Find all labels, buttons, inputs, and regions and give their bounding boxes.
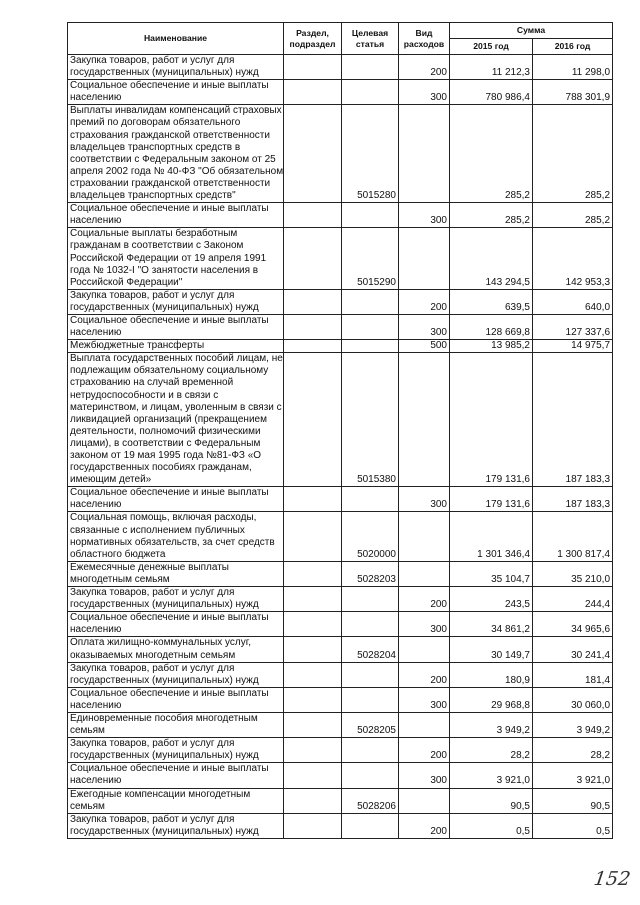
cell-target: 5015280 — [342, 105, 399, 203]
cell-y2016: 11 298,0 — [533, 55, 613, 80]
cell-y2015: 3 949,2 — [450, 712, 533, 737]
cell-target: 5015380 — [342, 353, 399, 487]
cell-section — [284, 561, 342, 586]
cell-target — [342, 487, 399, 512]
cell-y2016: 788 301,9 — [533, 80, 613, 105]
cell-type — [399, 712, 450, 737]
cell-y2015: 285,2 — [450, 203, 533, 228]
cell-y2016: 285,2 — [533, 105, 613, 203]
cell-target — [342, 587, 399, 612]
cell-type: 200 — [399, 587, 450, 612]
cell-y2015: 35 104,7 — [450, 561, 533, 586]
cell-section — [284, 712, 342, 737]
cell-type — [399, 788, 450, 813]
cell-name: Социальное обеспечение и иные выплаты населению — [68, 314, 284, 339]
table-row — [68, 561, 613, 586]
cell-target — [342, 612, 399, 637]
cell-name: Межбюджетные трансферты — [68, 340, 284, 353]
cell-name: Социальное обеспечение и иные выплаты населению — [68, 487, 284, 512]
cell-y2015: 128 669,8 — [450, 314, 533, 339]
cell-y2015: 90,5 — [450, 788, 533, 813]
cell-section — [284, 314, 342, 339]
table-row — [68, 687, 613, 712]
cell-name: Социальное обеспечение и иные выплаты населению — [68, 687, 284, 712]
table-row — [68, 353, 613, 487]
cell-type — [399, 637, 450, 662]
cell-type: 200 — [399, 55, 450, 80]
cell-target — [342, 203, 399, 228]
cell-section — [284, 228, 342, 289]
table-row — [68, 587, 613, 612]
cell-y2015: 30 149,7 — [450, 637, 533, 662]
cell-section — [284, 738, 342, 763]
cell-y2015: 180,9 — [450, 662, 533, 687]
cell-y2015: 11 212,3 — [450, 55, 533, 80]
table-row — [68, 512, 613, 561]
cell-type — [399, 512, 450, 561]
cell-type: 300 — [399, 80, 450, 105]
table-row — [68, 80, 613, 105]
cell-y2016: 30 060,0 — [533, 687, 613, 712]
cell-y2016: 244,4 — [533, 587, 613, 612]
table-row — [68, 662, 613, 687]
cell-y2015: 28,2 — [450, 738, 533, 763]
cell-type: 500 — [399, 340, 450, 353]
cell-y2015: 179 131,6 — [450, 487, 533, 512]
cell-y2016: 187 183,3 — [533, 487, 613, 512]
table-row — [68, 314, 613, 339]
cell-y2015: 143 294,5 — [450, 228, 533, 289]
header-target: Целевая статья — [342, 23, 399, 55]
header-2015: 2015 год — [450, 39, 533, 55]
cell-y2015: 1 301 346,4 — [450, 512, 533, 561]
cell-target — [342, 662, 399, 687]
cell-target — [342, 314, 399, 339]
cell-section — [284, 353, 342, 487]
cell-y2015: 285,2 — [450, 105, 533, 203]
cell-y2015: 3 921,0 — [450, 763, 533, 788]
cell-section — [284, 512, 342, 561]
cell-type — [399, 561, 450, 586]
cell-y2016: 28,2 — [533, 738, 613, 763]
cell-section — [284, 687, 342, 712]
cell-name: Социальное обеспечение и иные выплаты населению — [68, 763, 284, 788]
cell-section — [284, 813, 342, 838]
cell-y2015: 639,5 — [450, 289, 533, 314]
cell-name: Выплата государственных пособий лицам, не подлежащим обязательному социальному страхованию на случай временной нетрудоспособности и в связи с материнством, и лицам, уволенным в связи с ликвидацией организаций (прекращением деятельности, полномочий физическими лицами), в соответствии с Федеральным законом от 19 мая 1995 года №81-ФЗ «О государственных пособиях гражданам, имеющим детей» — [68, 353, 284, 487]
cell-y2015: 34 861,2 — [450, 612, 533, 637]
cell-target: 5028204 — [342, 637, 399, 662]
cell-y2015: 13 985,2 — [450, 340, 533, 353]
cell-name: Социальное обеспечение и иные выплаты населению — [68, 612, 284, 637]
table-row — [68, 712, 613, 737]
cell-y2016: 30 241,4 — [533, 637, 613, 662]
cell-y2016: 90,5 — [533, 788, 613, 813]
table-body — [68, 55, 613, 839]
header-sum: Сумма — [450, 23, 613, 39]
cell-y2016: 127 337,6 — [533, 314, 613, 339]
cell-name: Оплата жилищно-коммунальных услуг, оказываемых многодетным семьям — [68, 637, 284, 662]
cell-name: Закупка товаров, работ и услуг для государственных (муниципальных) нужд — [68, 738, 284, 763]
cell-y2016: 3 949,2 — [533, 712, 613, 737]
cell-type: 200 — [399, 662, 450, 687]
cell-name: Социальное обеспечение и иные выплаты населению — [68, 203, 284, 228]
cell-target: 5028205 — [342, 712, 399, 737]
cell-section — [284, 612, 342, 637]
cell-type: 300 — [399, 487, 450, 512]
table-row — [68, 763, 613, 788]
cell-name: Закупка товаров, работ и услуг для государственных (муниципальных) нужд — [68, 289, 284, 314]
cell-section — [284, 340, 342, 353]
table-row — [68, 487, 613, 512]
cell-y2016: 181,4 — [533, 662, 613, 687]
table-row — [68, 738, 613, 763]
table-row — [68, 289, 613, 314]
cell-section — [284, 55, 342, 80]
cell-name: Закупка товаров, работ и услуг для государственных (муниципальных) нужд — [68, 587, 284, 612]
cell-section — [284, 637, 342, 662]
cell-type — [399, 105, 450, 203]
cell-name: Единовременные пособия многодетным семьям — [68, 712, 284, 737]
cell-section — [284, 203, 342, 228]
cell-section — [284, 763, 342, 788]
cell-name: Социальные выплаты безработным гражданам в соответствии с Законом Российской Федерации от 19 апреля 1991 года № 1032-I "О занятости населения в Российской Федерации" — [68, 228, 284, 289]
cell-y2016: 3 921,0 — [533, 763, 613, 788]
cell-section — [284, 587, 342, 612]
cell-type: 300 — [399, 612, 450, 637]
cell-target — [342, 340, 399, 353]
cell-section — [284, 788, 342, 813]
page-number: 152 — [592, 868, 632, 890]
cell-y2016: 142 953,3 — [533, 228, 613, 289]
cell-y2016: 285,2 — [533, 203, 613, 228]
cell-target — [342, 763, 399, 788]
table-row — [68, 105, 613, 203]
budget-table — [67, 22, 613, 839]
cell-y2015: 243,5 — [450, 587, 533, 612]
cell-target — [342, 813, 399, 838]
cell-target — [342, 289, 399, 314]
cell-type — [399, 228, 450, 289]
cell-target — [342, 55, 399, 80]
cell-name: Закупка товаров, работ и услуг для государственных (муниципальных) нужд — [68, 55, 284, 80]
header-name: Наименование — [68, 23, 284, 55]
cell-section — [284, 487, 342, 512]
cell-name: Выплаты инвалидам компенсаций страховых премий по договорам обязательного страхования гражданской ответственности владельцев транспортных средств в соответствии с Федеральным законом от 25 апреля 2002 года № 40-ФЗ "Об обязательном страховании гражданской ответственности владельцев транспортных средств" — [68, 105, 284, 203]
cell-type: 300 — [399, 763, 450, 788]
cell-type — [399, 353, 450, 487]
cell-type: 300 — [399, 314, 450, 339]
cell-name: Ежемесячные денежные выплаты многодетным семьям — [68, 561, 284, 586]
cell-name: Социальное обеспечение и иные выплаты населению — [68, 80, 284, 105]
header-section: Раздел, подраздел — [284, 23, 342, 55]
cell-section — [284, 105, 342, 203]
cell-name: Ежегодные компенсации многодетным семьям — [68, 788, 284, 813]
cell-name: Социальная помощь, включая расходы, связанные с исполнением публичных нормативных обязательств, за счет средств областного бюджета — [68, 512, 284, 561]
cell-target — [342, 738, 399, 763]
cell-y2016: 35 210,0 — [533, 561, 613, 586]
cell-y2016: 1 300 817,4 — [533, 512, 613, 561]
table-row — [68, 203, 613, 228]
cell-y2016: 187 183,3 — [533, 353, 613, 487]
cell-section — [284, 289, 342, 314]
cell-target: 5028206 — [342, 788, 399, 813]
header-type: Вид расходов — [399, 23, 450, 55]
table-row — [68, 813, 613, 838]
cell-type: 300 — [399, 203, 450, 228]
cell-target — [342, 687, 399, 712]
header-2016: 2016 год — [533, 39, 613, 55]
table-row — [68, 340, 613, 353]
cell-target: 5028203 — [342, 561, 399, 586]
cell-name: Закупка товаров, работ и услуг для государственных (муниципальных) нужд — [68, 662, 284, 687]
table-row — [68, 788, 613, 813]
table-row — [68, 55, 613, 80]
cell-y2015: 0,5 — [450, 813, 533, 838]
cell-y2016: 34 965,6 — [533, 612, 613, 637]
cell-y2016: 0,5 — [533, 813, 613, 838]
cell-y2015: 179 131,6 — [450, 353, 533, 487]
cell-section — [284, 80, 342, 105]
table-row — [68, 637, 613, 662]
cell-y2016: 640,0 — [533, 289, 613, 314]
cell-y2015: 29 968,8 — [450, 687, 533, 712]
cell-type: 200 — [399, 738, 450, 763]
cell-target — [342, 80, 399, 105]
cell-type: 200 — [399, 289, 450, 314]
cell-y2016: 14 975,7 — [533, 340, 613, 353]
cell-section — [284, 662, 342, 687]
cell-target: 5020000 — [342, 512, 399, 561]
table-row — [68, 228, 613, 289]
cell-target: 5015290 — [342, 228, 399, 289]
cell-type: 300 — [399, 687, 450, 712]
cell-name: Закупка товаров, работ и услуг для государственных (муниципальных) нужд — [68, 813, 284, 838]
cell-type: 200 — [399, 813, 450, 838]
cell-y2015: 780 986,4 — [450, 80, 533, 105]
table-row — [68, 612, 613, 637]
